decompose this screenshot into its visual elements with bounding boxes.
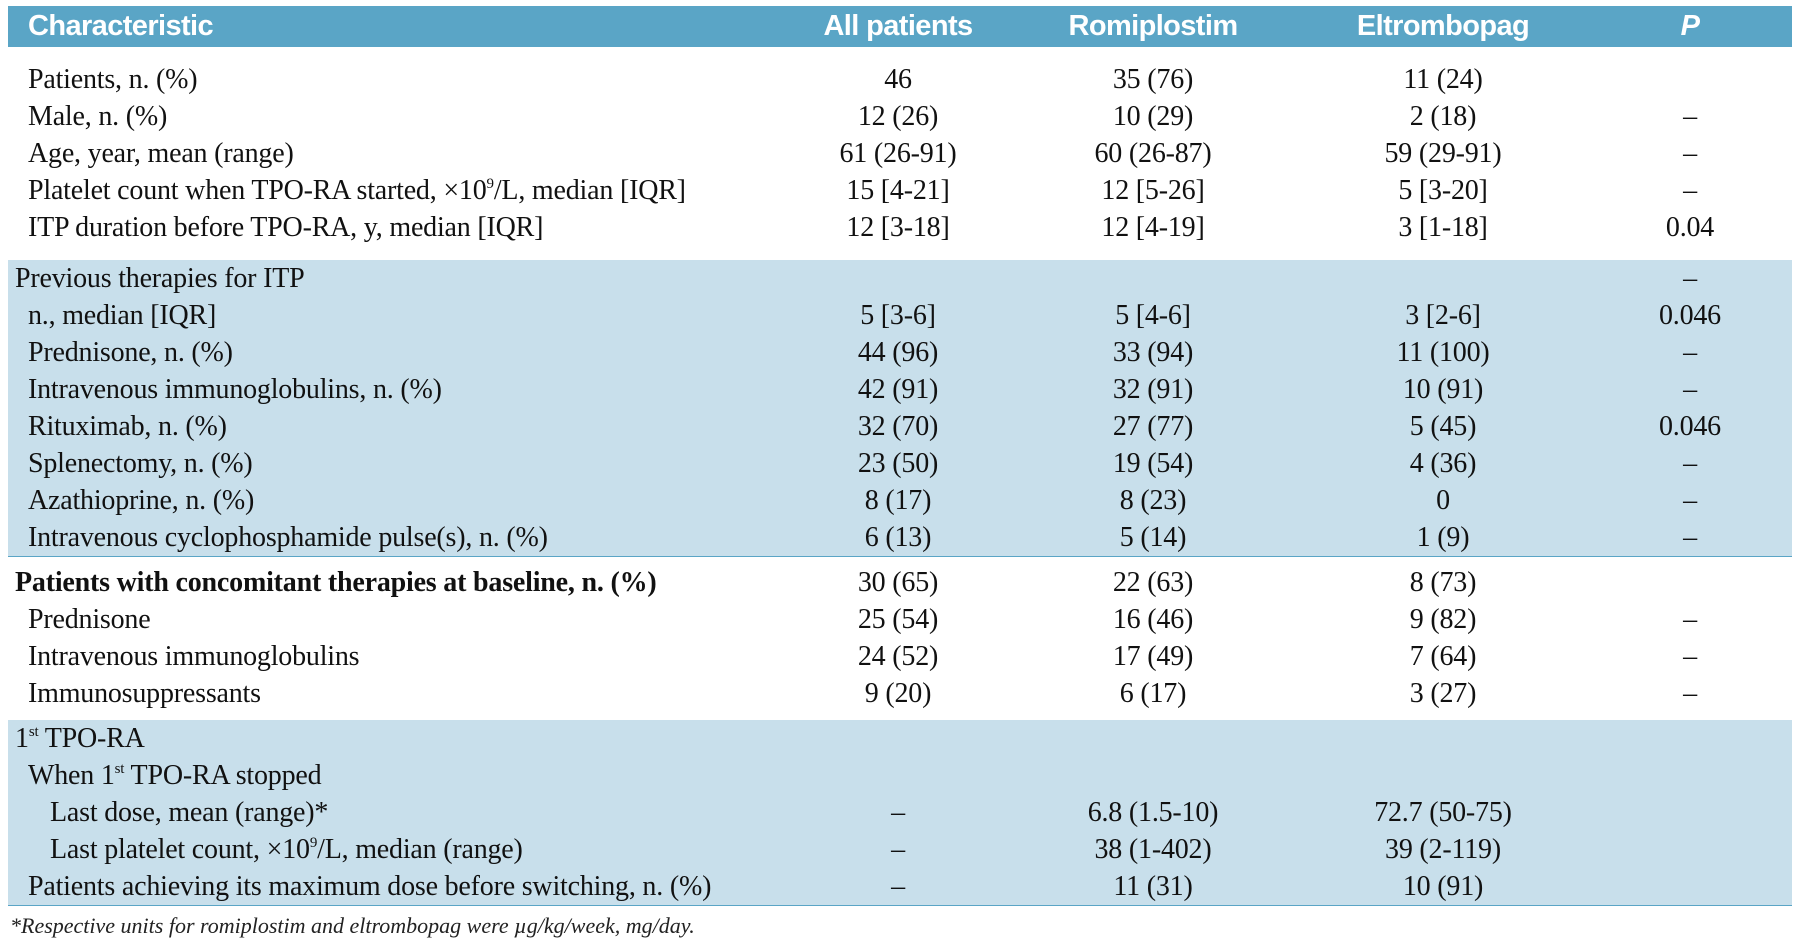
cell-eltrombopag: 11 (100) (1396, 336, 1490, 368)
cell-eltrombopag: 5 [3-20] (1398, 174, 1488, 206)
cell-all: 9 (20) (864, 677, 932, 709)
table-row (8, 172, 1792, 209)
heading-text: 1 (15, 722, 29, 754)
cell-eltrombopag: 10 (91) (1402, 373, 1484, 405)
cell-eltrombopag: 4 (36) (1409, 447, 1477, 479)
row-label: ITP duration before TPO-RA, y, median [IQR] (28, 211, 544, 243)
cell-eltrombopag: 59 (29-91) (1384, 137, 1502, 169)
cell-romiplostim: 5 [4-6] (1115, 299, 1191, 331)
cell-p: – (1683, 603, 1697, 635)
cell-all: 61 (26-91) (839, 137, 957, 169)
row-label: Last dose, mean (range)* (50, 796, 329, 828)
table-footnote: *Respective units for romiplostim and eltrombopag were µg/kg/week, mg/day. (10, 913, 695, 938)
table-row (8, 794, 1792, 831)
cell-all: 6 (13) (864, 521, 932, 553)
cell-all: – (891, 833, 905, 865)
row-label: Splenectomy, n. (%) (28, 447, 253, 479)
section-heading: Previous therapies for ITP (15, 262, 305, 294)
cell-p: – (1683, 100, 1697, 132)
label-text: Last platelet count, ×10 (50, 833, 310, 865)
cell-romiplostim: 8 (23) (1119, 484, 1187, 516)
section-heading-row (8, 557, 1792, 602)
section-heading (8, 720, 788, 757)
cell-romiplostim: 38 (1-402) (1094, 833, 1212, 865)
cell-p: – (1683, 677, 1697, 709)
cell-p: – (1683, 336, 1697, 368)
cell-romiplostim: 22 (63) (1008, 557, 1298, 602)
table-row (8, 209, 1792, 246)
cell-eltrombopag: 3 (27) (1409, 677, 1477, 709)
table-header (8, 6, 1792, 47)
section-first-tpo-ra (8, 720, 1792, 906)
cell-all: 8 (17) (864, 484, 932, 516)
cell-romiplostim: 6.8 (1.5-10) (1087, 796, 1219, 828)
row-label: Patients achieving its maximum dose before switching, n. (%) (8, 868, 788, 906)
label-text: /L, median [IQR] (493, 174, 686, 206)
header-characteristic: Characteristic (8, 6, 788, 47)
row-label: Age, year, mean (range) (28, 137, 294, 169)
row-label (8, 831, 788, 868)
cell-p: – (1683, 174, 1697, 206)
header-all-patients: All patients (788, 6, 1008, 47)
cell-romiplostim: 16 (46) (1112, 603, 1194, 635)
cell-romiplostim: 19 (54) (1112, 447, 1194, 479)
cell-all: 5 [3-6] (860, 299, 936, 331)
cell-eltrombopag: 3 [1-18] (1398, 211, 1488, 243)
cell-all: 30 (65) (788, 557, 1008, 602)
label-superscript: st (114, 760, 125, 777)
row-label (8, 172, 788, 209)
header-p-value: P (1588, 6, 1792, 47)
header-romiplostim: Romiplostim (1008, 6, 1298, 47)
spacer-row (8, 246, 1792, 260)
cell-romiplostim: 12 [4-19] (1101, 211, 1205, 243)
cell-romiplostim: 12 [5-26] (1101, 174, 1205, 206)
subheading-label (8, 757, 788, 794)
heading-text: TPO-RA (38, 722, 145, 754)
cell-all: 24 (52) (857, 640, 939, 672)
cell-p: – (1683, 484, 1697, 516)
label-text: TPO-RA stopped (124, 759, 322, 791)
cell-eltrombopag: 5 (45) (1409, 410, 1477, 442)
table-row (8, 98, 1792, 135)
cell-all: 44 (96) (857, 336, 939, 368)
row-label: Intravenous cyclophosphamide pulse(s), n. (%) (28, 521, 548, 553)
section-heading-row (8, 720, 1792, 757)
cell-eltrombopag: 2 (18) (1409, 100, 1477, 132)
cell-eltrombopag: 0 (1436, 484, 1450, 516)
cell-eltrombopag: 10 (91) (1298, 868, 1588, 906)
patient-characteristics-table (8, 6, 1792, 906)
table-row (8, 61, 1792, 98)
table-row (8, 519, 1792, 557)
section-previous-therapies (8, 260, 1792, 557)
row-label: Male, n. (%) (28, 100, 168, 132)
cell-romiplostim: 27 (77) (1112, 410, 1194, 442)
subheading-row (8, 757, 1792, 794)
header-row (8, 6, 1792, 47)
cell-romiplostim: 17 (49) (1112, 640, 1194, 672)
section-heading-row (8, 260, 1792, 297)
table-row (8, 601, 1792, 638)
table-row (8, 135, 1792, 172)
table-row (8, 408, 1792, 445)
table-row (8, 868, 1792, 906)
table-row (8, 482, 1792, 519)
cell-all: – (788, 868, 1008, 906)
spacer-row (8, 712, 1792, 720)
cell-p: – (1683, 137, 1697, 169)
cell-p: – (1683, 262, 1697, 294)
cell-romiplostim: 33 (94) (1112, 336, 1194, 368)
spacer-row (8, 47, 1792, 61)
cell-all: 12 (26) (857, 100, 939, 132)
cell-p (1588, 61, 1792, 98)
cell-eltrombopag: 72.7 (50-75) (1374, 796, 1512, 828)
label-superscript: 9 (486, 175, 494, 192)
cell-all: 42 (91) (857, 373, 939, 405)
table-row (8, 371, 1792, 408)
cell-all: 25 (54) (857, 603, 939, 635)
cell-all: 12 [3-18] (846, 211, 950, 243)
cell-romiplostim: 32 (91) (1112, 373, 1194, 405)
cell-p: – (1683, 373, 1697, 405)
row-label: Rituximab, n. (%) (28, 410, 227, 442)
row-label: n., median [IQR] (28, 299, 217, 331)
cell-eltrombopag: 1 (9) (1416, 521, 1470, 553)
table-row (8, 638, 1792, 675)
cell-eltrombopag: 9 (82) (1409, 603, 1477, 635)
row-label: Immunosuppressants (28, 677, 261, 709)
header-eltrombopag: Eltrombopag (1298, 6, 1588, 47)
label-text: /L, median (range) (317, 833, 523, 865)
table-row (8, 675, 1792, 712)
label-text: When 1 (28, 759, 115, 791)
table-row (8, 334, 1792, 371)
label-superscript: 9 (309, 834, 318, 851)
cell-eltrombopag: 11 (24) (1403, 63, 1483, 95)
cell-p: – (1683, 447, 1697, 479)
table-container (8, 6, 1792, 939)
row-label: Prednisone (28, 603, 151, 635)
cell-romiplostim: 10 (29) (1112, 100, 1194, 132)
cell-all: – (891, 796, 905, 828)
row-label: Prednisone, n. (%) (28, 336, 233, 368)
cell-romiplostim: 60 (26-87) (1094, 137, 1212, 169)
cell-romiplostim: 5 (14) (1119, 521, 1187, 553)
section-concomitant-therapies (8, 557, 1792, 721)
row-label: Intravenous immunoglobulins, n. (%) (28, 373, 442, 405)
cell-eltrombopag: 3 [2-6] (1405, 299, 1481, 331)
cell-eltrombopag: 8 (73) (1298, 557, 1588, 602)
cell-all: 32 (70) (857, 410, 939, 442)
row-label: Intravenous immunoglobulins (28, 640, 360, 672)
cell-p: 0.04 (1665, 211, 1715, 243)
cell-eltrombopag: 39 (2-119) (1385, 833, 1501, 865)
cell-all: 15 [4-21] (846, 174, 950, 206)
cell-p: – (1683, 640, 1697, 672)
cell-romiplostim: 35 (76) (1112, 63, 1194, 95)
table-row (8, 297, 1792, 334)
cell-all: 46 (884, 63, 912, 95)
cell-romiplostim: 11 (31) (1008, 868, 1298, 906)
label-text: Platelet count when TPO-RA started, ×10 (28, 174, 487, 206)
row-label: Azathioprine, n. (%) (28, 484, 255, 516)
cell-p: 0.046 (1658, 410, 1721, 442)
cell-eltrombopag: 7 (64) (1409, 640, 1477, 672)
section-demographics (8, 47, 1792, 260)
heading-superscript: st (28, 723, 39, 740)
cell-p: 0.046 (1658, 299, 1721, 331)
table-row (8, 445, 1792, 482)
cell-romiplostim: 6 (17) (1119, 677, 1187, 709)
cell-p: – (1683, 521, 1697, 553)
table-row (8, 831, 1792, 868)
cell-all: 23 (50) (857, 447, 939, 479)
row-label: Patients, n. (%) (28, 63, 198, 95)
section-heading: Patients with concomitant therapies at baseline, n. (%) (8, 557, 788, 602)
